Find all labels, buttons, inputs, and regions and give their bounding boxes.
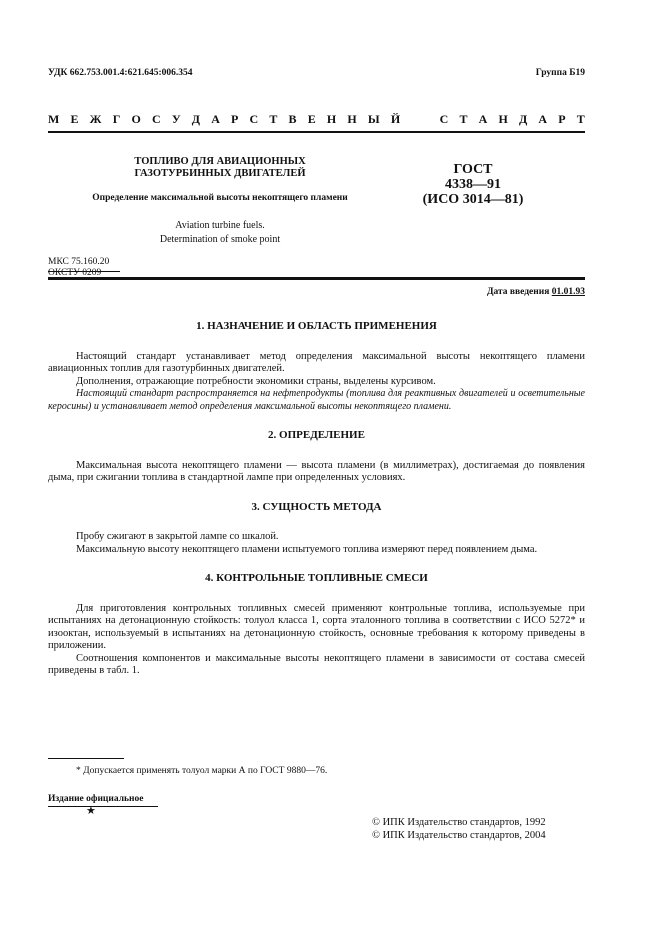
official-edition-label: Издание официальное <box>48 794 144 804</box>
banner-letter: У <box>171 112 181 126</box>
section-1-paragraph: Настоящий стандарт устанавливает метод определения максимальной высоты некоптящего пламени авиационных топлив для газотурбинных двигателей. <box>48 350 585 374</box>
banner-letter: Ы <box>367 112 380 126</box>
date-label: Дата введения <box>486 287 552 297</box>
banner-letter: А <box>211 112 220 126</box>
banner-letter: Т <box>459 112 468 126</box>
banner-letter: Н <box>326 112 337 126</box>
date-value: 01.01.93 <box>551 287 585 297</box>
banner-letter: Й <box>390 112 401 126</box>
star-icon: ★ <box>86 805 96 817</box>
edition-rule <box>48 806 158 807</box>
section-4-paragraph: Для приготовления контрольных топливных смесей применяют контрольные топлива, используемые при испытаниях на детонационную стойкость: толуол класса 1, сорта эталонного топлива в соответствии с ИСО 5272* и изооктан, используемый в испытаниях на детонационную стойкость, основные требования к которому приведены в приложении. <box>48 602 585 651</box>
banner-letter <box>425 112 428 127</box>
banner-letter: Т <box>269 112 278 126</box>
title-line-1: ТОПЛИВО ДЛЯ АВИАЦИОННЫХ <box>134 156 306 167</box>
banner-letter: Е <box>70 112 79 126</box>
banner-letter: В <box>288 112 297 126</box>
section-1-heading: 1. НАЗНАЧЕНИЕ И ОБЛАСТЬ ПРИМЕНЕНИЯ <box>196 320 437 332</box>
banner-letter: Н <box>347 112 357 126</box>
banner-letter: О <box>131 112 141 126</box>
banner-letter: Д <box>518 112 528 126</box>
section-1-italic-paragraph: Настоящий стандарт распространяется на нефтепродукты (топлива для реактивных двигателей и осветительные керосины) и устанавливает метод определения максимальной высоты некоптящего пламени. <box>48 388 585 412</box>
udk-code: УДК 662.753.001.4:621.645:006.354 <box>48 68 193 78</box>
banner-letter: Ж <box>89 112 102 126</box>
banner-letter: А <box>478 112 488 126</box>
header-rule <box>48 277 585 280</box>
section-1-paragraph: Дополнения, отражающие потребности экономики страны, выделены курсивом. <box>76 375 436 387</box>
gost-line-3: (ИСО 3014—81) <box>422 192 524 207</box>
banner-letter: Е <box>307 112 316 126</box>
footnote-rule <box>48 758 124 759</box>
gost-designation <box>398 162 548 207</box>
banner-letter: Р <box>231 112 239 126</box>
banner-letter: Н <box>498 112 508 126</box>
banner-letter: Р <box>558 112 566 126</box>
section-2-paragraph: Максимальная высота некоптящего пламени — высота пламени (в миллиметрах), достигаемая до появления дыма, при сжигании топлива в стандартной лампе при определенных условиях. <box>48 459 585 483</box>
section-4-heading: 4. КОНТРОЛЬНЫЕ ТОПЛИВНЫЕ СМЕСИ <box>205 572 428 584</box>
document-subtitle: Определение максимальной высоты некоптящего пламени <box>92 193 348 203</box>
footnote: * Допускается применять толуол марки А по ГОСТ 9880—76. <box>76 766 328 776</box>
english-title-line-2: Determination of smoke point <box>159 234 281 245</box>
copyright-line-1: © ИПК Издательство стандартов, 1992 <box>372 817 546 828</box>
top-rule <box>48 131 585 133</box>
banner-letter: С <box>151 112 161 126</box>
banner-letter <box>411 112 414 127</box>
copyright-block <box>372 817 546 842</box>
english-title-line-1: Aviation turbine fuels. <box>175 220 265 231</box>
banner-letter: М <box>48 112 60 126</box>
gost-line-2: 4338—91 <box>445 177 501 192</box>
group-code: Группа Б19 <box>535 68 585 78</box>
banner-letter: Г <box>112 112 121 126</box>
document-body <box>48 320 585 678</box>
banner-letter: С <box>439 112 449 126</box>
gost-line-1: ГОСТ <box>453 162 493 177</box>
okstu-code: ОКСТУ 0209 <box>48 268 102 278</box>
banner-letter: А <box>538 112 548 126</box>
introduction-date <box>487 287 585 297</box>
section-3-heading: 3. СУЩНОСТЬ МЕТОДА <box>251 500 382 513</box>
title-line-2: ГАЗОТУРБИННЫХ ДВИГАТЕЛЕЙ <box>134 168 306 179</box>
classification-codes <box>48 257 109 279</box>
section-4-paragraph: Соотношения компонентов и максимальные высоты некоптящего пламени в зависимости от состава смесей приведены в табл. 1. <box>48 652 585 676</box>
banner-letter: Д <box>191 112 201 126</box>
section-2-heading: 2. ОПРЕДЕЛЕНИЕ <box>268 429 365 441</box>
copyright-line-2: © ИПК Издательство стандартов, 2004 <box>372 829 546 841</box>
mks-code: МКС 75.160.20 <box>48 257 110 267</box>
banner-letter: Т <box>576 112 585 126</box>
okstu-underline <box>48 271 120 272</box>
section-3-paragraph: Максимальную высоту некоптящего пламени испытуемого топлива измеряют перед появлением дыма. <box>76 543 538 555</box>
banner-letter: С <box>249 112 259 126</box>
interstate-standard-banner <box>48 112 585 127</box>
section-3-paragraph: Пробу сжигают в закрытой лампе со шкалой. <box>76 531 279 542</box>
document-title <box>70 156 370 180</box>
english-title <box>120 219 320 247</box>
